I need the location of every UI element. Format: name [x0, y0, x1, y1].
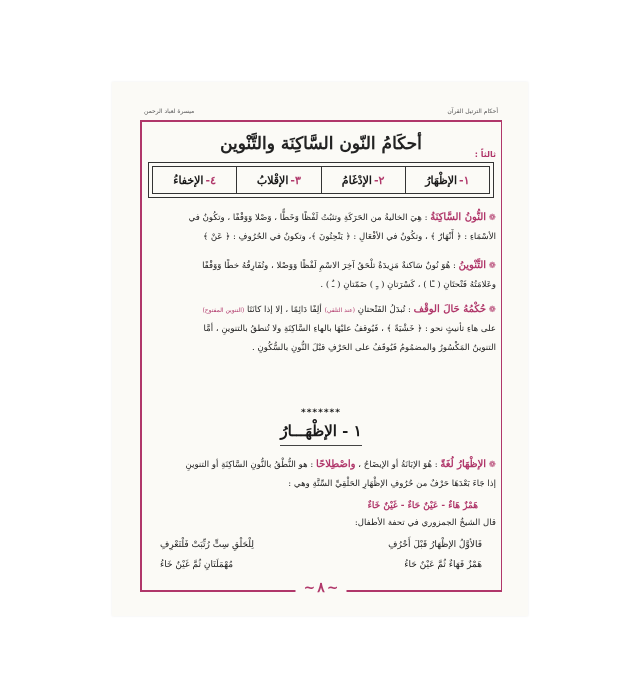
table-cell: ٣- الإقْلابُ	[236, 167, 320, 193]
izhar-letters: هَمْزٌ هَاءٌ - عَيْنٌ حَاءٌ - غَيْنٌ خَاءٌ	[367, 501, 478, 511]
header-rule	[140, 120, 502, 122]
section-title: ١ - الإظْهَـــارُ	[280, 422, 362, 440]
paragraph-tanween: ❁ التَّنْوينُ : هُوَ نُونٌ سَاكنةٌ مَزِيدَةٌ تلْحَقُ آخِرَ الاسْمِ لَفْظًا وَوَصْلا ، وتُفَارِقُهُ خطًا وَوَقْفًا وعَلامَتُهُ فَتْحتَانِ ( ـًا ) ، كَسْرَتانِ ( ـٍ ) ضَمّتانِ ( ـٌ ) .	[202, 260, 496, 290]
poem-line: فَالأوَّلُ الإظْهَارُ قَبْلَ أَحْرُفِ لِلْحَلْقِ سِتٍّ رُتِّبَتْ فَلْتَعْرِفِ	[160, 540, 482, 550]
section-title-underline	[280, 445, 362, 446]
table-cell: ١- الإظْهَارُ	[405, 167, 489, 193]
table-cell: ٢- الإدْغَامُ	[321, 167, 405, 193]
frame-left-rule	[140, 120, 142, 590]
paragraph-izhar: ❁ الإظْهَارُ لُغَةً : هُوَ الإبَانَةُ أو الإيضَاحُ ، واصْطِلاحًا : هو النُّطْقُ بالنُّونِ السَّاكِنَةِ أو التنوينِ إذا جَاءَ بَعْدَهَا حَرْفٌ من حُرُوفِ الإظْهَارِ الحَلْقِيِّ السِّتَّةِ وهي :	[185, 459, 496, 489]
page-frame	[140, 108, 502, 606]
page-title: أحكَامُ النّون السَّاكِنَة والتَّنْوين	[220, 134, 422, 154]
page-number: ~ ٨ ~	[296, 580, 347, 596]
poem-line: هَمْزٌ فَهَاءٌ ثُمَّ عَيْنٌ حَاءُ مُهْمَلَتَانِ ثُمَّ غَيْنٌ خَاءُ	[160, 560, 482, 570]
paragraph-waqf: ❁ حُكْمُهُ حَالَ الوقْف : تُبدَلُ الفَتْحتانِ (عند التلقي) ألِفًا دَائِمًا ، إلا إذا كانَتَا (التنوين المفتوح) على هاءِ تأنيثٍ نحو : ﴿ خَشْيَةً ﴾ ، فَيُوقفُ عليْهَا بالهاءِ السَّاكِنَةِ ولا تُنطقُ بالتنوينِ ، أمَّا التنوينُ المَكْسُورُ والمضمُومُ فَيُوقَفُ على الحَرْفِ قبْلَ النُّونِ بالسُّكُونِ .	[202, 304, 496, 353]
header-right: أحكام الترتيل القرآن	[447, 108, 498, 115]
frame-right-rule	[501, 120, 503, 590]
paragraph-noon-sakinah: ❁ النُّونُ السَّاكِنَةُ : هِيَ الخاليةُ من الحَرَكَةِ وتثبُتُ لَفْظًا وَخَطًّا ، وَصْلا وَوَقْفًا ، وتكُونُ في الأسْمَاءِ : ﴿ أَنْهَارٌ ﴾ ، وتكُونُ في الأفْعَالِ : ﴿ يَنْحِتُونَ ﴾، وتكونُ في الحُرُوفِ : ﴿ عَنْ ﴾	[188, 212, 496, 242]
separator-stars: *******	[301, 408, 341, 418]
poem-intro: قال الشيخُ الجمزوري في تحفة الأطفال:	[354, 518, 496, 528]
header-left: ميسرة لعباد الرحمن	[144, 108, 195, 115]
table-cell: ٤- الإخفاءُ	[173, 173, 216, 187]
rules-table	[148, 162, 494, 198]
section-label: ثالثاً :	[474, 150, 496, 159]
